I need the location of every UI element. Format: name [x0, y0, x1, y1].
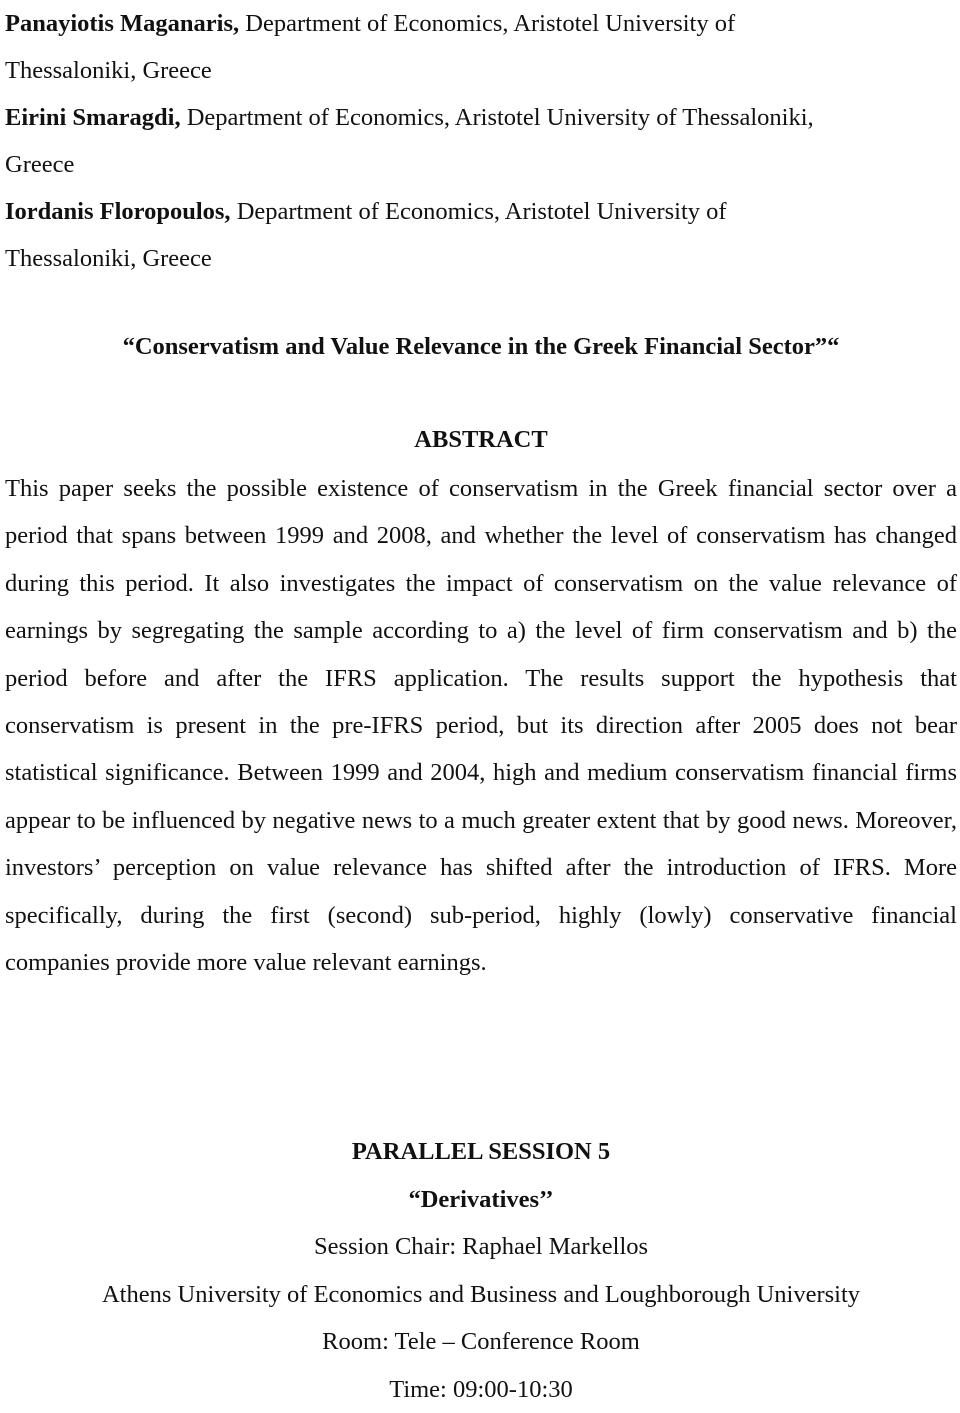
- author-1-line-1: [5, 0, 957, 47]
- author-3-line-2: Thessaloniki, Greece: [5, 235, 957, 282]
- author-1-affiliation-part-1: Department of Economics, Aristotel University of: [239, 10, 735, 37]
- author-3-name: Iordanis Floropoulos,: [5, 198, 231, 225]
- session-room: Room: Tele – Conference Room: [5, 1318, 957, 1366]
- abstract-text: This paper seeks the possible existence of conservatism in the Greek financial sector over a period that spans between 1999 and 2008, and whether the level of conservatism has changed during this period. It also investigates the impact of conservatism on the value relevance of earnings by segregating the sample according to a) the level of firm conservatism and b) the period before and after the IFRS application. The results support the hypothesis that conservatism is present in the pre-IFRS period, but its direction after 2005 does not bear statistical significance. Between 1999 and 2004, high and medium conservatism financial firms appear to be influenced by negative news to a much greater extent that by good news. Moreover, investors’ perception on value relevance has shifted after the introduction of IFRS. More specifically, during the first (second) sub-period, highly (lowly) conservative financial companies provide more value relevant earnings.: [5, 465, 957, 986]
- author-1-name: Panayiotis Maganaris,: [5, 10, 239, 37]
- session-heading: PARALLEL SESSION 5: [5, 1128, 957, 1176]
- author-3-affiliation-part-1: Department of Economics, Aristotel University of: [231, 198, 727, 225]
- author-2-line-2: Greece: [5, 141, 957, 188]
- session-time: Time: 09:00-10:30: [5, 1366, 957, 1413]
- paper-title: “Conservatism and Value Relevance in the Greek Financial Sector”“: [5, 323, 957, 370]
- session-chair: Session Chair: Raphael Markellos: [5, 1223, 957, 1271]
- session-info: [5, 1128, 957, 1413]
- author-2-line-1: [5, 94, 957, 141]
- author-2-name: Eirini Smaragdi,: [5, 104, 181, 131]
- author-3-line-1: [5, 188, 957, 235]
- abstract-heading: ABSTRACT: [5, 416, 957, 463]
- session-topic: “Derivatives’’: [5, 1176, 957, 1224]
- author-2-affiliation-part-1: Department of Economics, Aristotel University of Thessaloniki,: [181, 104, 814, 131]
- session-chair-affiliation: Athens University of Economics and Business and Loughborough University: [5, 1271, 957, 1319]
- author-list: [5, 0, 957, 282]
- document-page: [5, 0, 957, 282]
- author-1-line-2: Thessaloniki, Greece: [5, 47, 957, 94]
